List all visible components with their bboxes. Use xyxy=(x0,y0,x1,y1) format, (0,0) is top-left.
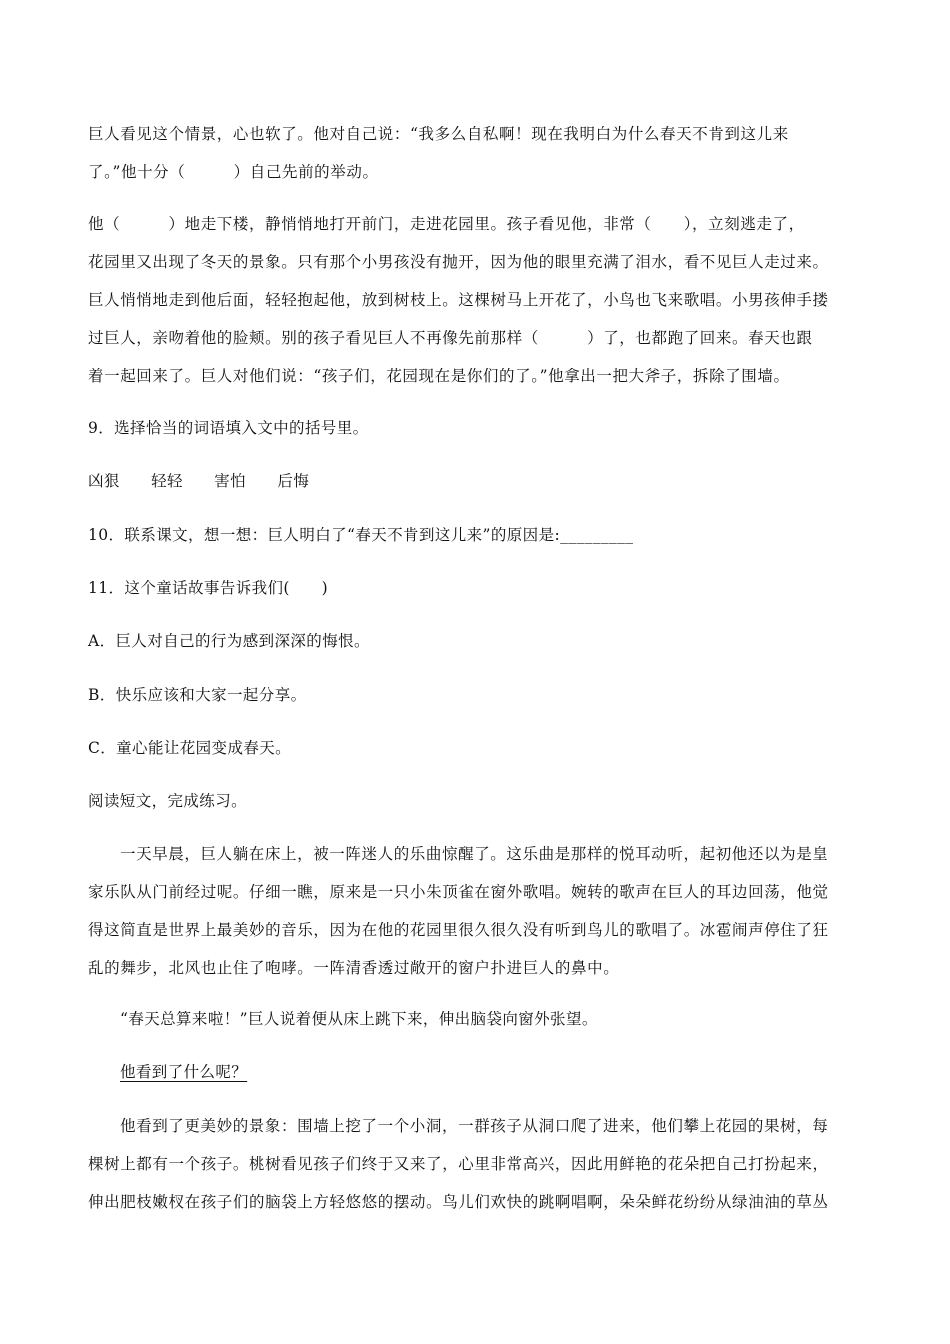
passage1-paragraph2 xyxy=(88,205,868,395)
text-line: 巨人看见这个情景，心也软了。他对自己说：“我多么自私啊！现在我明白为什么春天不肯到这儿来 xyxy=(88,125,789,143)
passage2-paragraph4 xyxy=(88,1107,868,1221)
question-11: 11．这个童话故事告诉我们( ) xyxy=(88,579,329,597)
text-line: 家乐队从门前经过呢。仔细一瞧，原来是一只小朱顶雀在窗外歌唱。婉转的歌声在巨人的耳边回荡，他觉 xyxy=(88,883,829,901)
passage2-paragraph2: “春天总算来啦！”巨人说着便从床上跳下来，伸出脑袋向窗外张望。 xyxy=(120,1010,598,1028)
word-option: 后悔 xyxy=(277,472,310,490)
question-11-option-a: A．巨人对自己的行为感到深深的悔恨。 xyxy=(88,632,370,650)
passage2-paragraph1 xyxy=(88,835,868,987)
text-line: 过巨人，亲吻着他的脸颊。别的孩子看见巨人不再像先前那样（ ）了，也都跑了回来。春天也跟 xyxy=(88,329,813,347)
word-option: 害怕 xyxy=(214,472,247,490)
question-9: 9．选择恰当的词语填入文中的括号里。 xyxy=(88,419,369,437)
text-line: 花园里又出现了冬天的景象。只有那个小男孩没有抛开，因为他的眼里充满了泪水，看不见巨人走过来。 xyxy=(88,253,829,271)
passage1-paragraph1 xyxy=(88,115,868,191)
text-line: 棵树上都有一个孩子。桃树看见孩子们终于又来了，心里非常高兴，因此用鲜艳的花朵把自己打扮起来， xyxy=(88,1155,829,1173)
passage2-paragraph3: 他看到了什么呢？ xyxy=(120,1063,248,1081)
text-line: 乱的舞步，北风也止住了咆哮。一阵清香透过敞开的窗户扑进巨人的鼻中。 xyxy=(88,959,620,977)
question-10: 10．联系课文，想一想：巨人明白了“春天不肯到这儿来”的原因是:_________ xyxy=(88,526,634,544)
text-line: 得这简直是世界上最美妙的音乐，因为在他的花园里很久很久没有听到鸟儿的歌唱了。冰雹闹声停住了狂 xyxy=(88,921,829,939)
text-line: 伸出肥枝嫩杈在孩子们的脑袋上方轻悠悠的摆动。鸟儿们欢快的跳啊唱啊，朵朵鲜花纷纷从绿油油的草丛 xyxy=(88,1193,829,1211)
text-line: 巨人悄悄地走到他后面，轻轻抱起他，放到树枝上。这棵树马上开花了，小鸟也飞来歌唱。小男孩伸手搂 xyxy=(88,291,829,309)
word-option: 轻轻 xyxy=(151,472,183,490)
text-line: 了。”他十分（ ）自己先前的举动。 xyxy=(88,163,379,181)
question-9-word-options xyxy=(88,470,335,492)
word-option: 凶狠 xyxy=(88,472,120,490)
text-line: 着一起回来了。巨人对他们说：“孩子们，花园现在是你们的了。”他拿出一把大斧子，拆除了围墙。 xyxy=(88,367,790,385)
question-11-option-b: B．快乐应该和大家一起分享。 xyxy=(88,686,307,704)
question-11-option-c: C．童心能让花园变成春天。 xyxy=(88,739,292,757)
text-line: 一天早晨，巨人躺在床上，被一阵迷人的乐曲惊醒了。这乐曲是那样的悦耳动听，起初他还以为是皇 xyxy=(120,845,829,863)
text-line: 他看到了更美妙的景象：围墙上挖了一个小洞，一群孩子从洞口爬了进来，他们攀上花园的果树，每 xyxy=(120,1117,829,1135)
passage2-intro: 阅读短文，完成练习。 xyxy=(88,792,248,810)
text-line: 他（ ）地走下楼，静悄悄地打开前门，走进花园里。孩子看见他，非常（ ），立刻逃走了， xyxy=(88,215,805,233)
